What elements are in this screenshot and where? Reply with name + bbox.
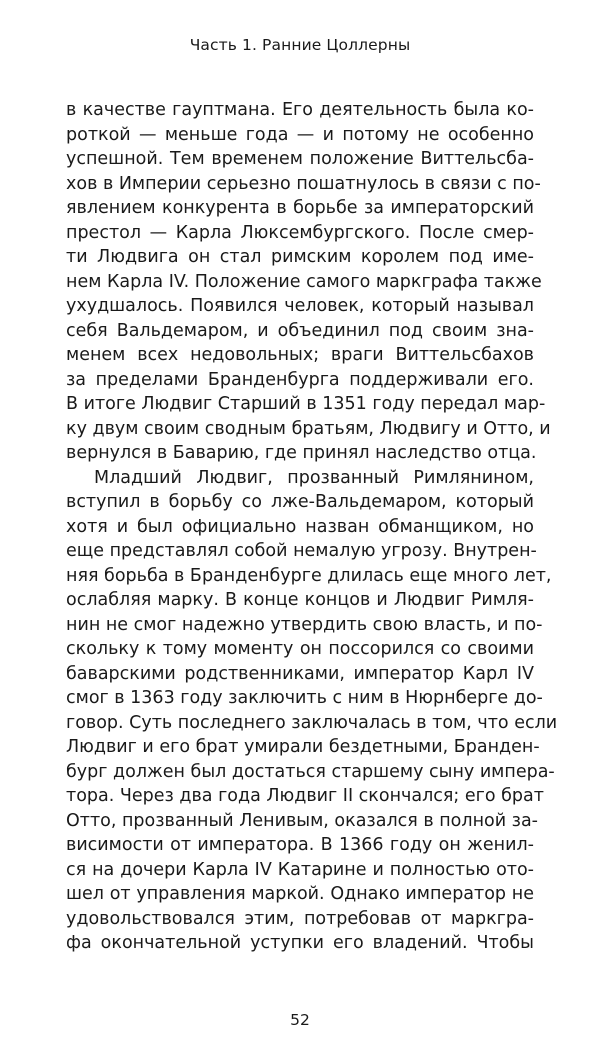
body-text [66,98,558,956]
text-line: ку двум своим сводным братьям, Людвигу и Отто, и [66,418,551,439]
text-line: менем всех недовольных; враги Виттельсбахов [66,345,534,365]
text-line: успешной. Тем временем положение Виттельсба- [66,149,534,169]
text-line: Отто, прозванный Ленивым, оказался в полной за- [66,810,538,831]
text-line: в качестве гауптмана. Его деятельность была ко- [66,100,534,120]
text-line: роткой — меньше года — и потому не особенно [66,124,534,145]
text-line: бург должен был достаться старшему сыну импера- [66,761,555,782]
text-line: няя борьба в Бранденбурге длилась еще много лет, [66,565,552,586]
text-line: нем Карла IV. Положение самого маркграфа также [66,271,542,292]
text-line: висимости от императора. В 1366 году он женил- [66,835,534,855]
paragraph-2 [66,466,558,956]
text-line: ся на дочери Карла IV Катарине и полностью ото- [66,859,534,880]
text-line: явлением конкурента в борьбе за императорский [66,198,534,218]
text-line: говор. Суть последнего заключалась в том, что если [66,712,558,733]
page-number: 52 [290,1011,310,1029]
text-line: за пределами Бранденбурга поддерживали его. [66,369,534,390]
text-line: ти Людвига он стал римским королем под име- [66,247,534,267]
text-line: себя Вальдемаром, и объединил под своим зна- [66,320,534,341]
text-line: фа окончательной уступки его владений. Чтобы [66,933,534,953]
text-line: баварскими родственниками, император Карл IV [66,663,534,684]
text-line: ухудшалось. Появился человек, который называл [66,296,534,316]
text-line: скольку к тому моменту он поссорился со своими [66,639,534,659]
text-line: еще представлял собой немалую угрозу. Внутрен- [66,541,537,561]
text-line: хов в Империи серьезно пошатнулось в связи с по- [66,173,541,194]
text-line: вступил в борьбу со лже-Вальдемаром, который [66,492,534,512]
text-line: удовольствовался этим, потребовав от маркгра- [66,908,534,929]
text-line: шел от управления маркой. Однако император не [66,884,534,904]
text-line: Людвиг и его брат умирали бездетными, Бранден- [66,737,540,757]
text-line: тора. Через два года Людвиг II скончался; его брат [66,786,544,806]
text-line: вернулся в Баварию, где принял наследство отца. [66,443,537,463]
text-line: ослабляя марку. В конце концов и Людвиг Римля- [66,590,534,610]
text-line: В итоге Людвиг Старший в 1351 году передал мар- [66,394,546,414]
text-line: смог в 1363 году заключить с ним в Нюрнберге до- [66,688,543,708]
paragraph-1 [66,98,551,466]
text-line: Младший Людвиг, прозванный Римлянином, [94,467,534,488]
text-line: престол — Карла Люксембургского. После смер- [66,222,534,243]
running-header: Часть 1. Ранние Цоллерны [189,36,411,54]
text-line: хотя и был официально назван обманщиком, но [66,516,534,537]
text-line: нин не смог надежно утвердить свою власть, и по- [66,614,543,635]
